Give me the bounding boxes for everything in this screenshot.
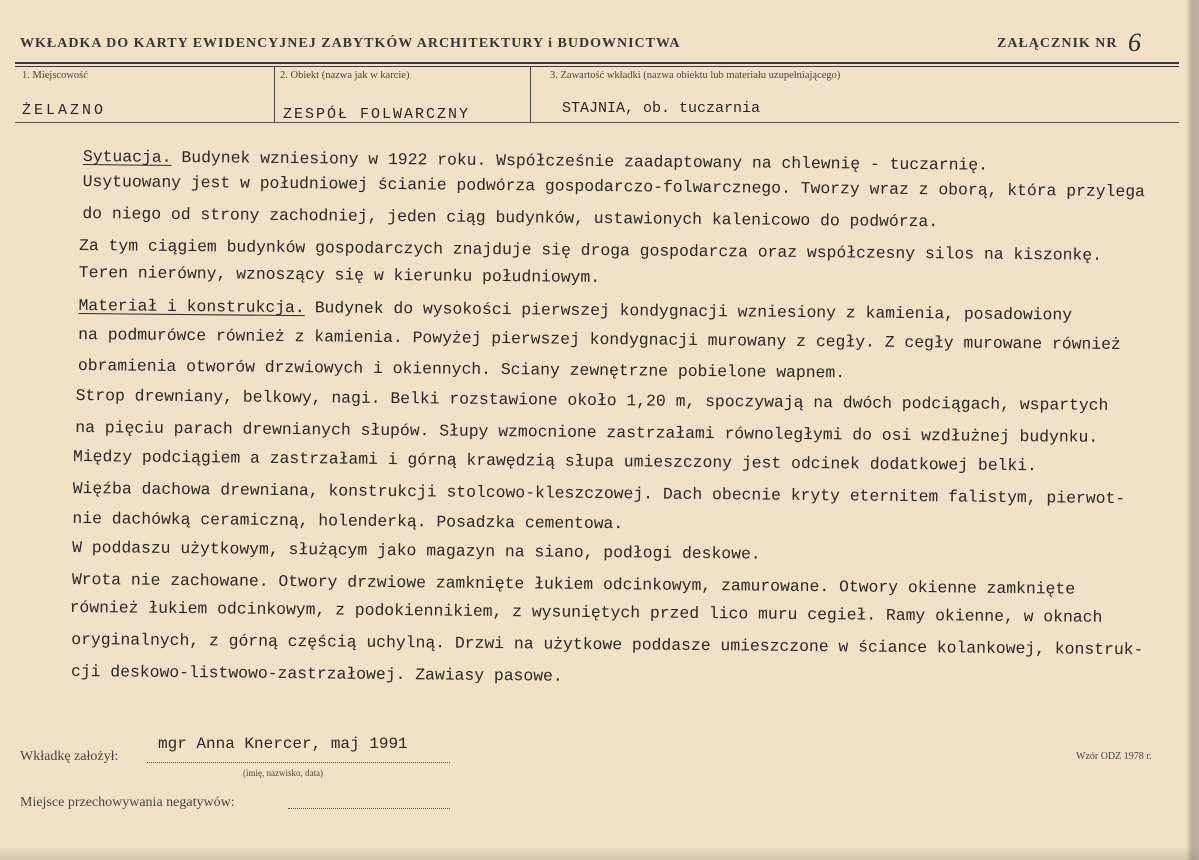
body-line: Teren nierówny, wznoszący się w kierunku południowym. — [78, 262, 601, 287]
body-line: oryginalnych, z górną częścią uchylną. Drzwi na użytkowe poddasze umieszczone w ściance kolankowej, konstruk- — [71, 629, 1144, 660]
contents-label: 3. Zawartość wkładki (nazwa obiektu lub materiału uzupełniającego) — [550, 70, 841, 81]
attachment-number: 6 — [1128, 28, 1141, 57]
document-title: WKŁADKA DO KARTY EWIDENCYJNEJ ZABYTKÓW ARCHITEKTURY i BUDOWNICTWA — [20, 36, 681, 51]
body-line: Wrota nie zachowane. Otwory drzwiowe zamknięte łukiem odcinkowym, zamurowane. Otwory okienne zamknięte — [71, 569, 1076, 599]
body-line: Między podciągiem a zastrzałami i górną krawędzią słupa umieszczony jest odcinek dodatkowej belki. — [72, 446, 1038, 476]
section-heading-material: Materiał i konstrukcja. — [78, 295, 305, 318]
section-heading-situation: Sytuacja. — [82, 147, 172, 167]
body-line: obramienia otworów drzwiowych i okiennych. Sciany zewnętrzne pobielone wapnem. — [77, 355, 846, 383]
object-value: ZESPÓŁ FOLWARCZNY — [283, 106, 471, 123]
body-line: Strop drewniany, belkowy, nagi. Belki rozstawione około 1,20 m, spoczywają na dwóch podciągach, wspartych — [75, 385, 1109, 415]
body-line: Więźba dachowa drewniana, konstrukcji stolcowo-kleszczowej. Dach obecnie kryty eternitem falistym, pierwot- — [72, 478, 1126, 509]
locality-label: 1. Miejscowość — [22, 70, 88, 81]
form-version: Wzór ODZ 1978 r. — [1076, 751, 1152, 762]
body-line-text: Budynek do wysokości pierwszej kondygnacji wzniesiony z kamienia, posadowiony — [314, 298, 1073, 325]
author-label: Wkładkę założył: — [20, 749, 119, 764]
author-hint: (imię, nazwisko, data) — [243, 768, 323, 778]
locality-value: ŻELAZNO — [22, 102, 107, 119]
body-line: W poddaszu użytkowym, służącym jako magazyn na siano, podłogi deskowe. — [72, 537, 761, 564]
body-line: również łukiem odcinkowym, z podokiennikiem, z wysuniętych przed lico muru cegieł. Ramy okienne, w oknach — [69, 597, 1103, 627]
body-line: na podmurówce również z kamienia. Powyżej pierwszej kondygnacji murowany z cegły. Z cegły murowane również — [78, 324, 1121, 354]
body-line: na pięciu parach drewnianych słupów. Słupy wzmocnione zastrzałami równoległymi do osi wzdłużnej budynku. — [75, 417, 1099, 447]
attachment-label: ZAŁĄCZNIK NR — [997, 36, 1118, 51]
contents-value: STAJNIA, ob. tuczarnia — [562, 100, 761, 117]
body-line: Usytuowany jest w południowej ścianie podwórza gospodarczo-folwarcznego. Tworzy wraz z oborą, która przylega — [82, 172, 1146, 202]
body-line: do niego od strony zachodniej, jeden ciąg budynków, ustawionych kalenicowo do podwórza. — [82, 204, 939, 232]
body-line-text: Budynek wzniesiony w 1922 roku. Współcześnie zaadaptowany na chlewnię - tuczarnię. — [181, 147, 989, 175]
author-value: mgr Anna Knercer, maj 1991 — [158, 735, 408, 753]
body-line: nie dachówką ceramiczną, holenderką. Posadzka cementowa. — [72, 508, 624, 534]
body-line: cji deskowo-listwowo-zastrzałowej. Zawiasy pasowe. — [70, 661, 563, 686]
body-line — [78, 295, 1072, 327]
negatives-label: Miejsce przechowywania negatywów: — [20, 795, 235, 810]
negatives-dotted-line — [288, 808, 450, 809]
object-label: 2. Obiekt (nazwa jak w karcie) — [280, 70, 410, 81]
body-line: Za tym ciągiem budynków gospodarczych znajduje się droga gospodarcza oraz współczesny silos na kiszonkę. — [78, 235, 1103, 265]
author-dotted-line — [147, 762, 450, 763]
